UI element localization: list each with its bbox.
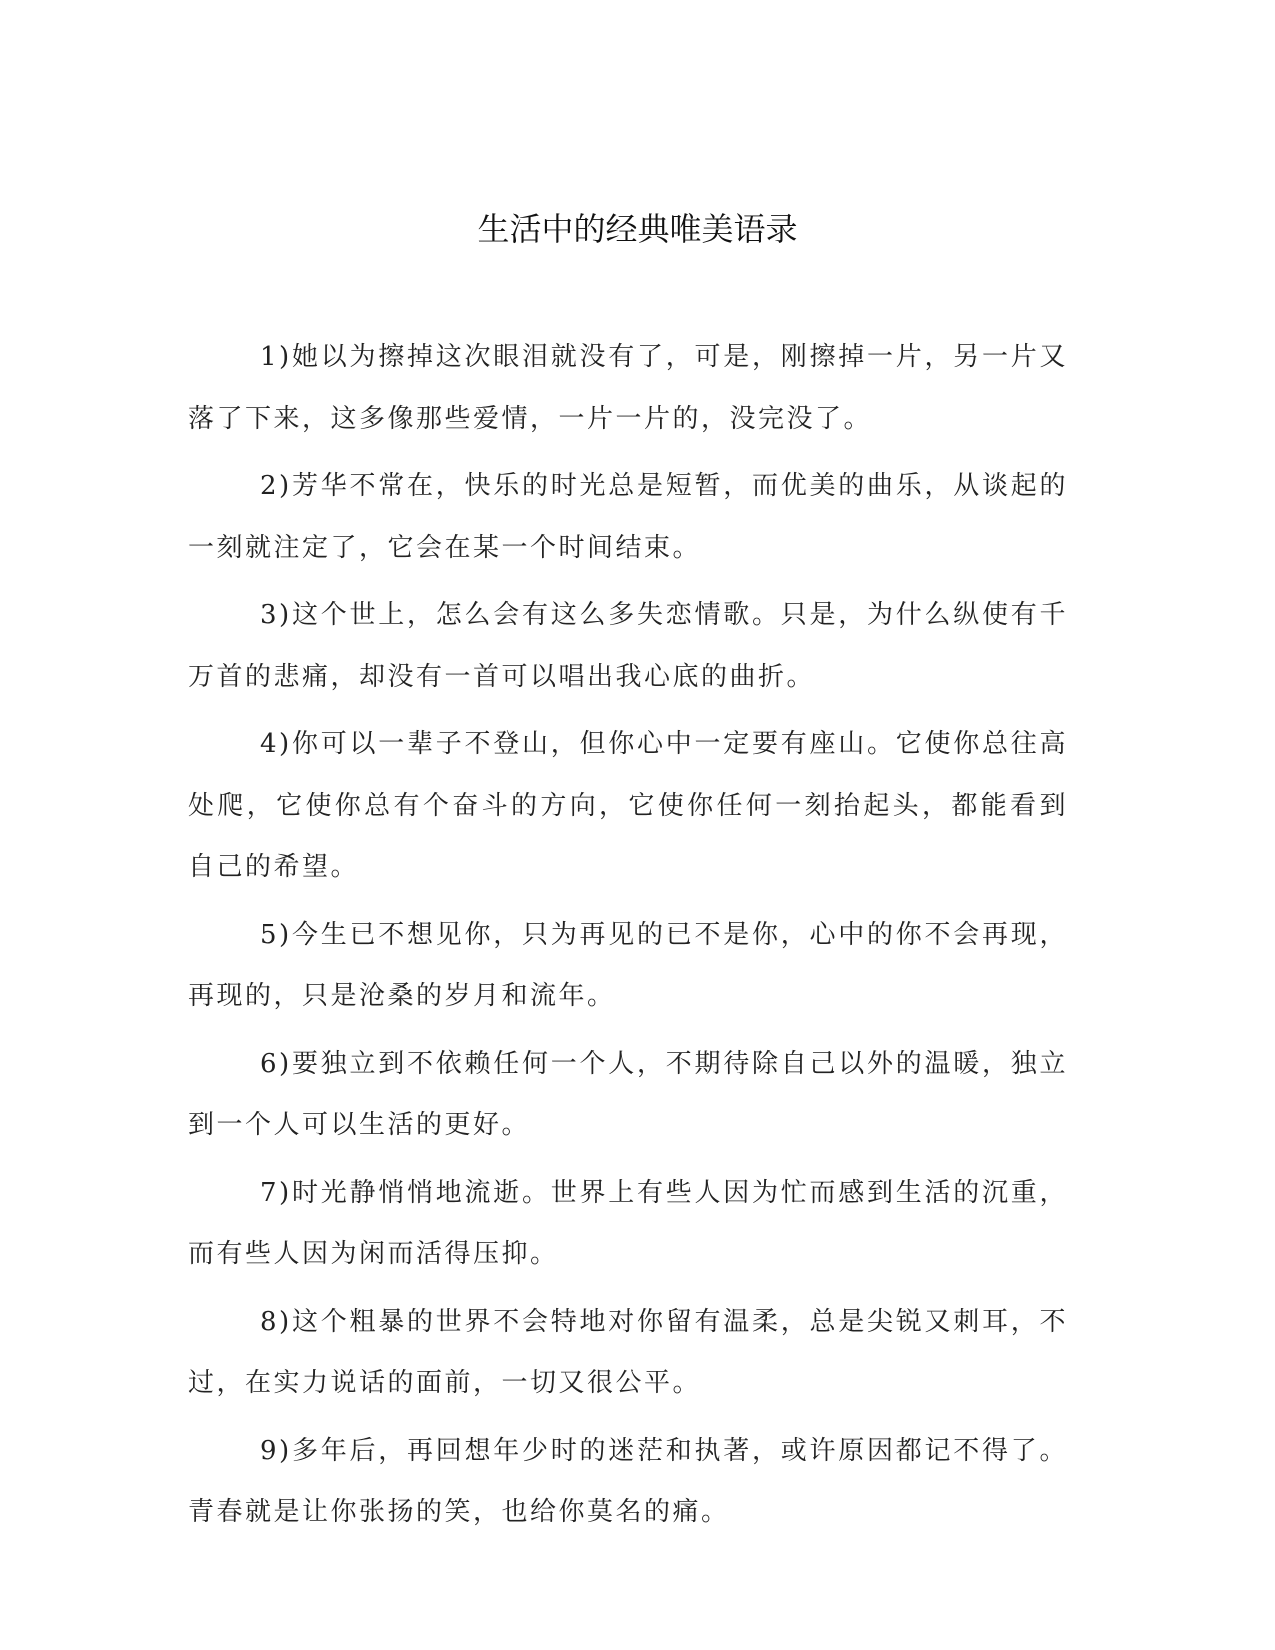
quote-paragraph-3: 3)这个世上，怎么会有这么多失恋情歌。只是，为什么纵使有千万首的悲痛，却没有一首可以唱出我心底的曲折。 bbox=[188, 600, 1068, 692]
quote-paragraph-9: 9)多年后，再回想年少时的迷茫和执著，或许原因都记不得了。青春就是让你张扬的笑，也给你莫名的痛。 bbox=[188, 1435, 1068, 1527]
document-title: 生活中的经典唯美语录 bbox=[477, 210, 798, 248]
quote-paragraph-2: 2)芳华不常在，快乐的时光总是短暂，而优美的曲乐，从谈起的一刻就注定了，它会在某一个时间结束。 bbox=[188, 471, 1068, 563]
quote-paragraph-6: 6)要独立到不依赖任何一个人，不期待除自己以外的温暖，独立到一个人可以生活的更好。 bbox=[188, 1048, 1068, 1140]
document-body bbox=[188, 327, 1068, 1550]
quote-paragraph-4: 4)你可以一辈子不登山，但你心中一定要有座山。它使你总往高处爬，它使你总有个奋斗的方向，它使你任何一刻抬起头，都能看到自己的希望。 bbox=[188, 729, 1068, 882]
quote-paragraph-7: 7)时光静悄悄地流逝。世界上有些人因为忙而感到生活的沉重，而有些人因为闲而活得压抑。 bbox=[188, 1177, 1068, 1269]
quote-paragraph-5: 5)今生已不想见你，只为再见的已不是你，心中的你不会再现，再现的，只是沧桑的岁月和流年。 bbox=[188, 919, 1068, 1011]
quote-paragraph-1: 1)她以为擦掉这次眼泪就没有了，可是，刚擦掉一片，另一片又落了下来，这多像那些爱情，一片一片的，没完没了。 bbox=[188, 342, 1068, 434]
quote-paragraph-8: 8)这个粗暴的世界不会特地对你留有温柔，总是尖锐又刺耳，不过，在实力说话的面前，一切又很公平。 bbox=[188, 1306, 1068, 1398]
